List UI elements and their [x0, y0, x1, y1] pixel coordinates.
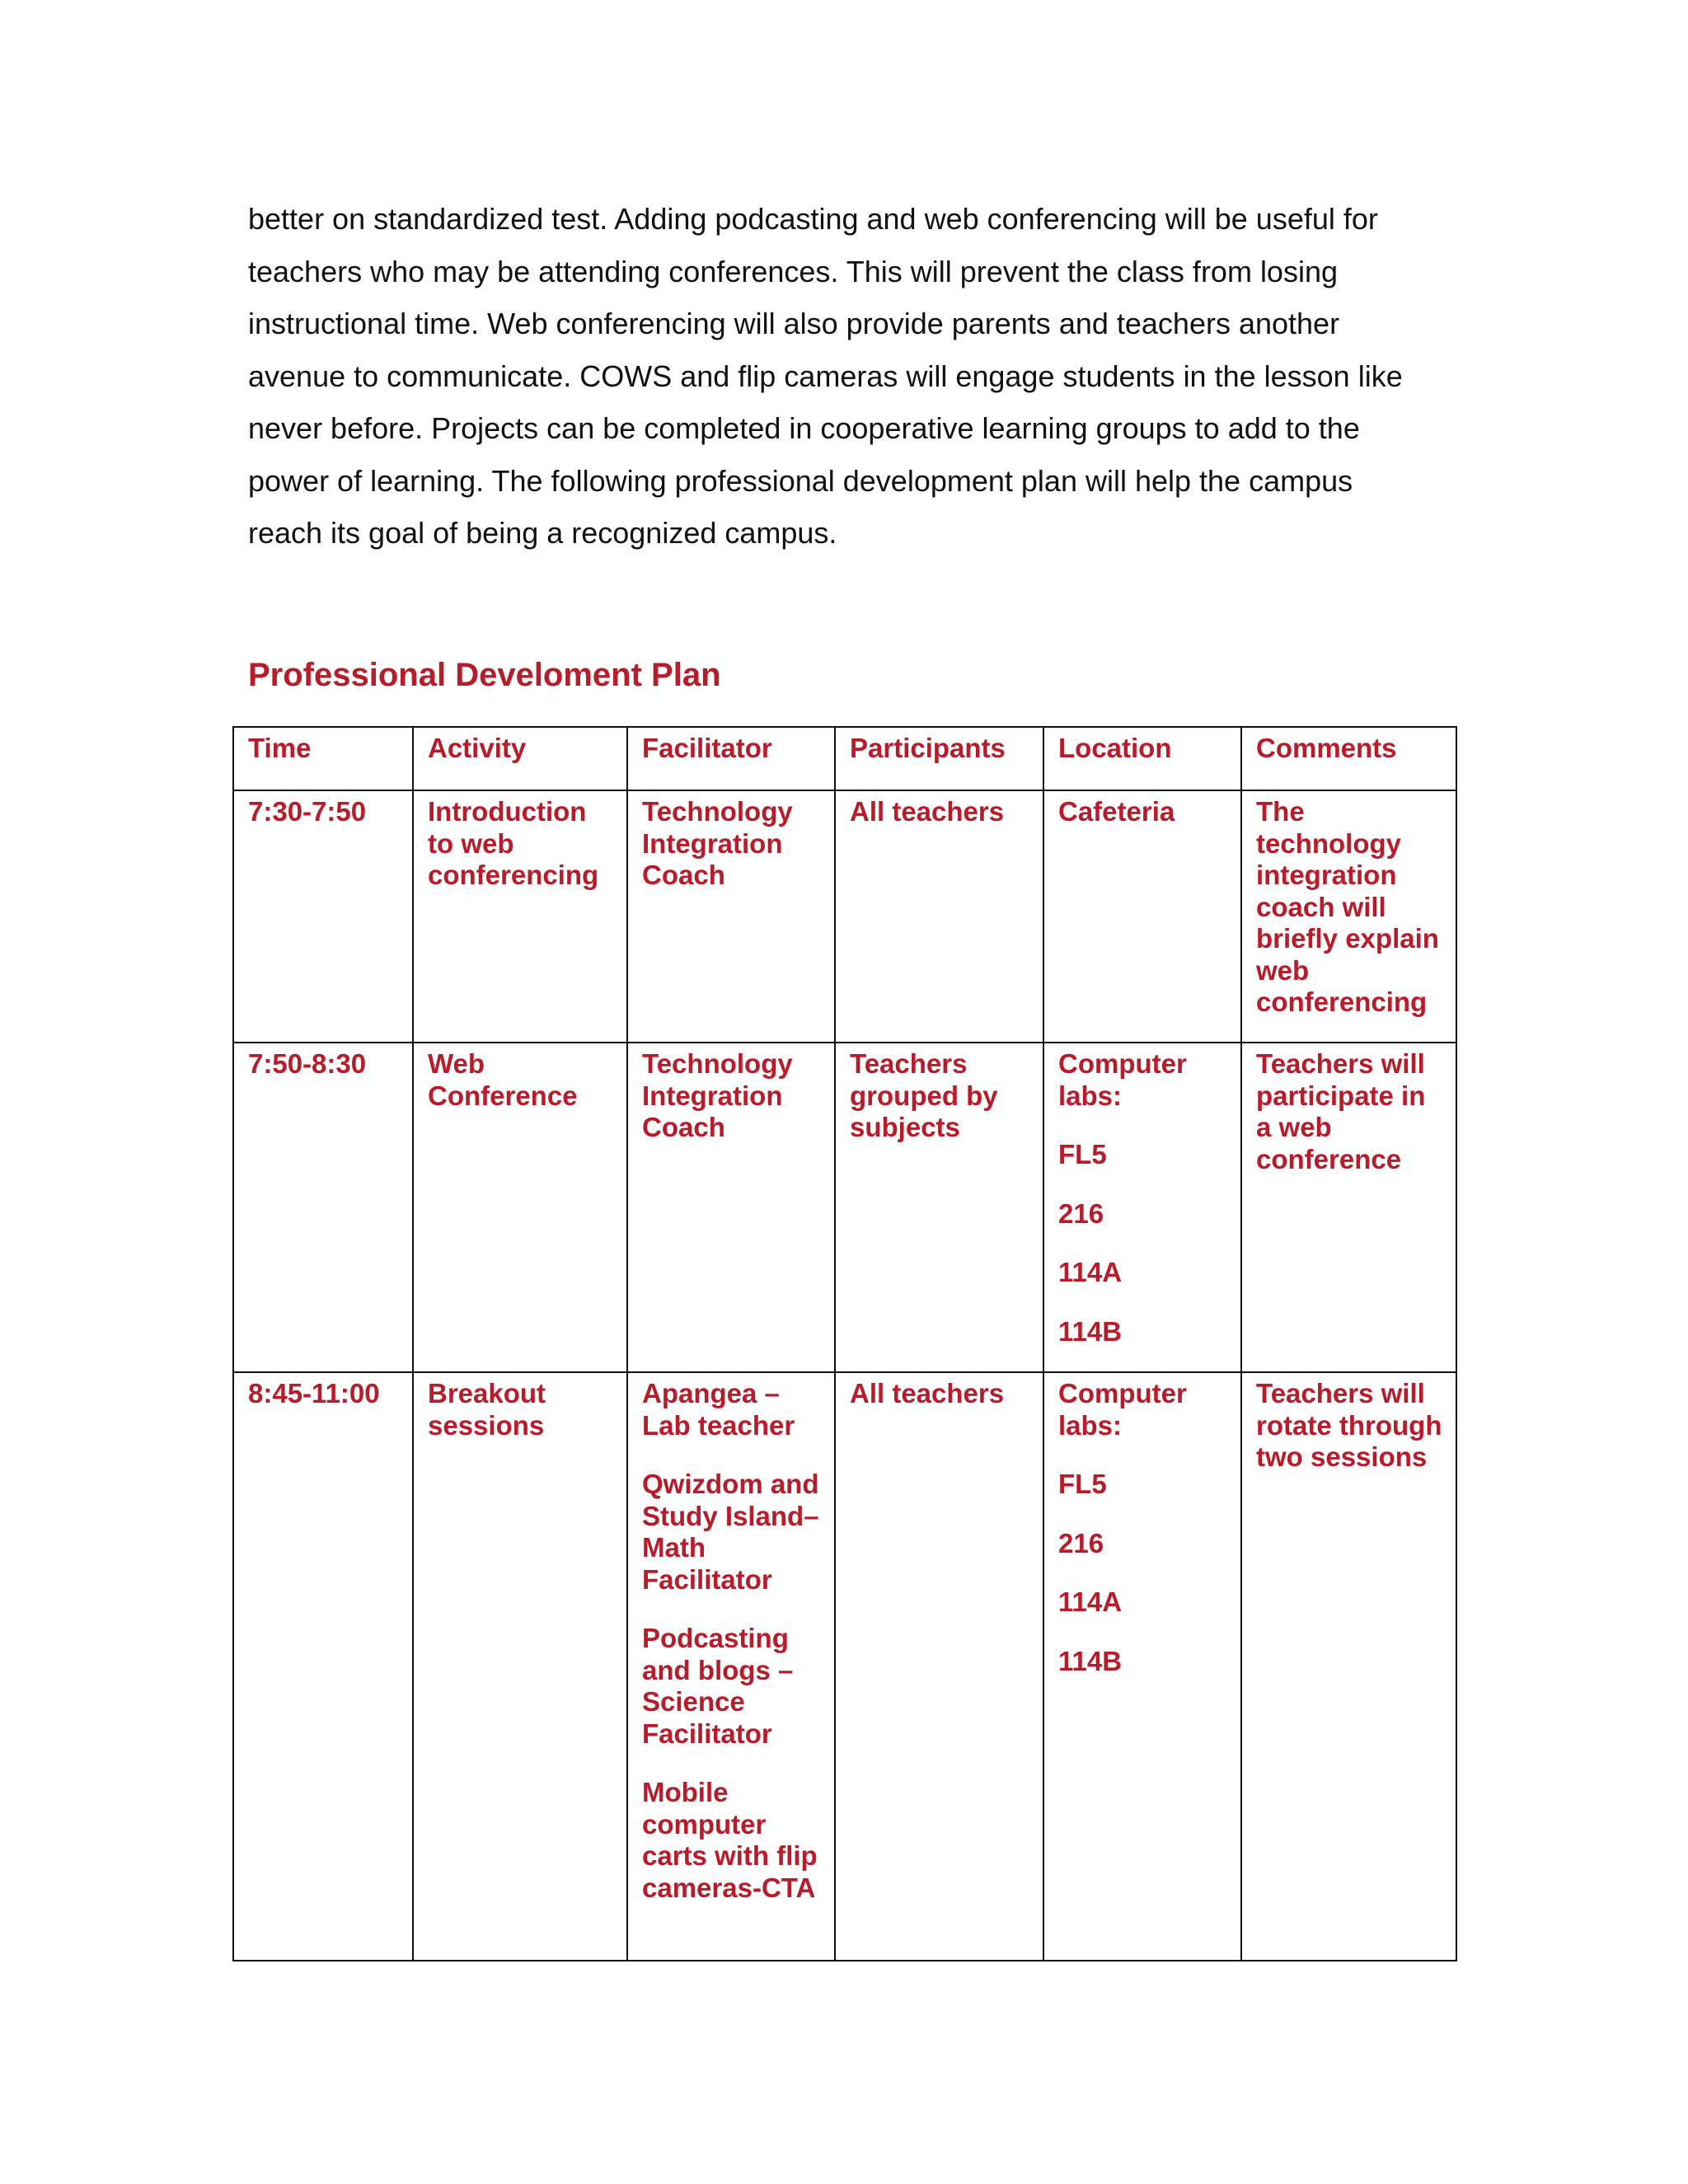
facilitator-entry: Podcasting and blogs – Science Facilitator	[642, 1623, 794, 1749]
cell-time: 7:30-7:50	[233, 790, 413, 1043]
cell-comments: Teachers will participate in a web conference	[1241, 1043, 1456, 1372]
paragraph-line: instructional time. Web conferencing will also provide parents and teachers another	[248, 307, 1340, 340]
location-entry: 216	[1058, 1197, 1104, 1229]
paragraph-line: better on standardized test. Adding podcasting and web conferencing will be useful for	[248, 202, 1378, 236]
facilitator-entry: Qwizdom and Study Island– Math Facilitator	[642, 1469, 819, 1595]
location-entry: Computer labs:	[1058, 1378, 1187, 1441]
cell-location	[1043, 1372, 1241, 1961]
cell-participants: All teachers	[835, 790, 1043, 1043]
facilitator-entry: Technology Integration Coach	[642, 1048, 793, 1142]
cell-activity: Breakout sessions	[413, 1372, 627, 1961]
table-row	[233, 1043, 1456, 1372]
paragraph-line: teachers who may be attending conferences. This will prevent the class from losing	[248, 254, 1338, 288]
paragraph-line: reach its goal of being a recognized campus.	[248, 516, 837, 550]
facilitator-entry: Technology Integration Coach	[642, 796, 793, 890]
location-entry: 114B	[1058, 1315, 1123, 1347]
header-location: Location	[1043, 727, 1241, 790]
location-entry: 114A	[1058, 1586, 1123, 1617]
location-entry: Cafeteria	[1058, 796, 1175, 827]
professional-development-table	[232, 726, 1457, 1961]
cell-comments: The technology integration coach will briefly explain web conferencing	[1241, 790, 1456, 1043]
cell-activity: Web Conference	[413, 1043, 627, 1372]
cell-facilitator	[627, 1043, 835, 1372]
cell-participants: Teachers grouped by subjects	[835, 1043, 1043, 1372]
header-activity: Activity	[413, 727, 627, 790]
header-facilitator: Facilitator	[627, 727, 835, 790]
table-row	[233, 790, 1456, 1043]
header-time: Time	[233, 727, 413, 790]
location-entry: 114A	[1058, 1257, 1123, 1287]
facilitator-entry: Apangea – Lab teacher	[642, 1378, 795, 1441]
cell-location	[1043, 1043, 1241, 1372]
cell-location	[1043, 790, 1241, 1043]
cell-facilitator	[627, 790, 835, 1043]
cell-participants: All teachers	[835, 1372, 1043, 1961]
facilitator-entry: Mobile computer carts with flip cameras-CTA	[642, 1777, 818, 1903]
cell-activity: Introduction to web conferencing	[413, 790, 627, 1043]
cell-comments: Teachers will rotate through two sessions	[1241, 1372, 1456, 1961]
paragraph-line: avenue to communicate. COWS and flip cameras will engage students in the lesson like	[248, 359, 1403, 393]
table-header-row	[233, 727, 1456, 790]
cell-time: 8:45-11:00	[233, 1372, 413, 1961]
location-entry: Computer labs:	[1058, 1048, 1187, 1111]
plan-title: Professional Develoment Plan	[248, 657, 721, 693]
cell-facilitator	[627, 1372, 835, 1961]
body-paragraph	[248, 193, 1451, 560]
header-participants: Participants	[835, 727, 1043, 790]
cell-time: 7:50-8:30	[233, 1043, 413, 1372]
location-entry: 114B	[1058, 1645, 1123, 1676]
paragraph-line: power of learning. The following professional development plan will help the campus	[248, 463, 1353, 498]
location-entry: FL5	[1058, 1139, 1107, 1169]
location-entry: FL5	[1058, 1469, 1107, 1499]
header-comments: Comments	[1241, 727, 1456, 790]
table-row	[233, 1372, 1456, 1961]
location-entry: 216	[1058, 1527, 1104, 1558]
paragraph-line: never before. Projects can be completed in cooperative learning groups to add to the	[248, 411, 1360, 445]
